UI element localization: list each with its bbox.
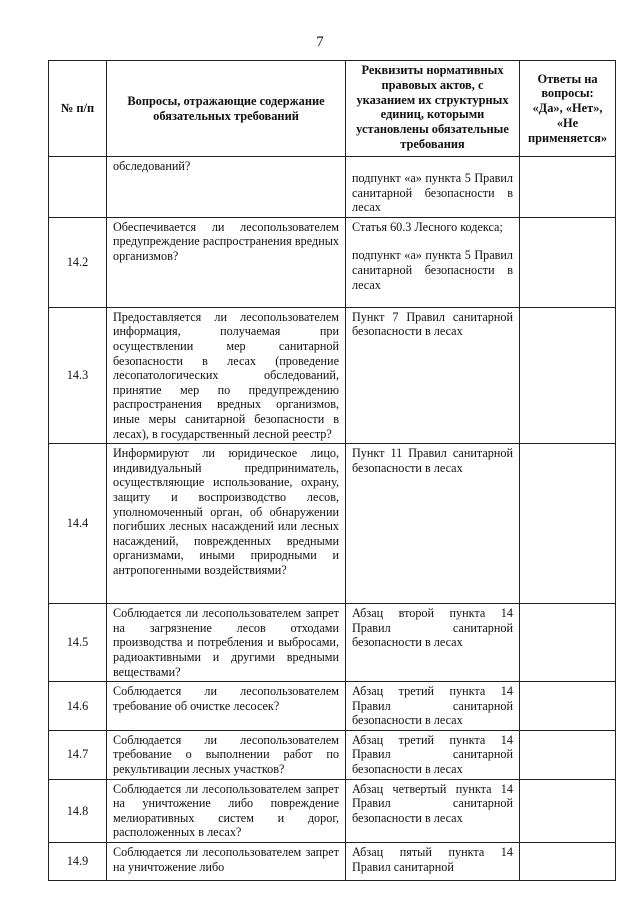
answer-cell[interactable] [520,779,616,842]
table-row [49,307,616,443]
page-number: 7 [316,34,324,50]
row-number: 14.7 [49,730,107,779]
requisite-text: подпункт «а» пункта 5 Правил санитарной безопасности в лесах [352,248,513,292]
table-row [49,682,616,731]
requisites-cell [346,843,520,881]
question-cell: Соблюдается ли лесопользователем требование о выполнении работ по рекультивации лесных участков? [107,730,346,779]
requisites-cell [346,444,520,604]
answer-cell[interactable] [520,843,616,881]
requisites-cell [346,779,520,842]
requisite-text: Абзац второй пункта 14 Правил санитарной безопасности в лесах [352,606,513,650]
answer-cell[interactable] [520,217,616,307]
answer-cell[interactable] [520,682,616,731]
requisite-gap [352,234,513,248]
table-row [49,217,616,307]
requisite-text: Пункт 7 Правил санитарной безопасности в лесах [352,309,513,339]
requisite-text: Абзац третий пункта 14 Правил санитарной безопасности в лесах [352,684,513,728]
requirements-table [48,60,616,881]
table-header-row [49,61,616,157]
question-cell: Информируют ли юридическое лицо, индивидуальный предприниматель, осуществляющие использование, охрану, защиту и воспроизводство лесов, уполномоченный орган, об обнаружении погибших лесных насаждений или лесных насаждений, поврежденных вредными организмами, иными природными и антропогенными воздействиями? [107,444,346,604]
row-number: 14.8 [49,779,107,842]
row-number: 14.3 [49,307,107,443]
requisites-cell [346,682,520,731]
table-row [49,843,616,881]
row-number: 14.5 [49,604,107,682]
question-cell: Соблюдается ли лесопользователем запрет на загрязнение лесов отходами производства и потребления и выбросами, радиоактивными и другими вредными веществами? [107,604,346,682]
table-row [49,779,616,842]
requisite-gap [352,159,513,171]
requisites-cell [346,604,520,682]
row-number [49,157,107,218]
header-num: № п/п [49,61,107,157]
row-number: 14.6 [49,682,107,731]
table-row [49,730,616,779]
row-number: 14.4 [49,444,107,604]
question-cell: обследований? [107,157,346,218]
table-row [49,444,616,604]
row-number: 14.9 [49,843,107,881]
answer-cell[interactable] [520,444,616,604]
header-questions: Вопросы, отражающие содержание обязательных требований [107,61,346,157]
header-requisites: Реквизиты нормативных правовых актов, с указанием их структурных единиц, которыми установлены обязательные требования [346,61,520,157]
requisite-text: подпункт «а» пункта 5 Правил санитарной безопасности в лесах [352,171,513,215]
requisite-text: Абзац пятый пункта 14 Правил санитарной [352,845,513,874]
question-cell: Соблюдается ли лесопользователем запрет на уничтожение либо [107,843,346,881]
requisites-cell [346,217,520,307]
requisites-cell [346,307,520,443]
requisite-text: Статья 60.3 Лесного кодекса; [352,219,503,234]
question-cell: Предоставляется ли лесопользователем информация, получаемая при осуществлении мер санитарной безопасности в лесах (проведение лесопатологических обследований, принятие мер по предупреждению распространения вредных организмов, иные меры санитарной безопасности в лесах), в государственный лесной реестр? [107,307,346,443]
answer-cell[interactable] [520,604,616,682]
requisite-text: Абзац третий пункта 14 Правил санитарной безопасности в лесах [352,732,513,777]
requisite-text: Абзац четвертый пункта 14 Правил санитарной безопасности в лесах [352,781,513,825]
answer-cell[interactable] [520,730,616,779]
header-answers: Ответы на вопросы: «Да», «Нет», «Не применяется» [520,61,616,157]
requisite-text: Пункт 11 Правил санитарной безопасности в лесах [352,446,513,475]
row-number: 14.2 [49,217,107,307]
requisites-cell [346,730,520,779]
question-cell: Соблюдается ли лесопользователем запрет на уничтожение либо повреждение мелиоративных систем и дорог, расположенных в лесах? [107,779,346,842]
table-row [49,604,616,682]
answer-cell[interactable] [520,157,616,218]
question-cell: Обеспечивается ли лесопользователем предупреждение распространения вредных организмов? [107,217,346,307]
answer-cell[interactable] [520,307,616,443]
requisites-cell [346,157,520,218]
question-cell: Соблюдается ли лесопользователем требование об очистке лесосек? [107,682,346,731]
table-row [49,157,616,218]
